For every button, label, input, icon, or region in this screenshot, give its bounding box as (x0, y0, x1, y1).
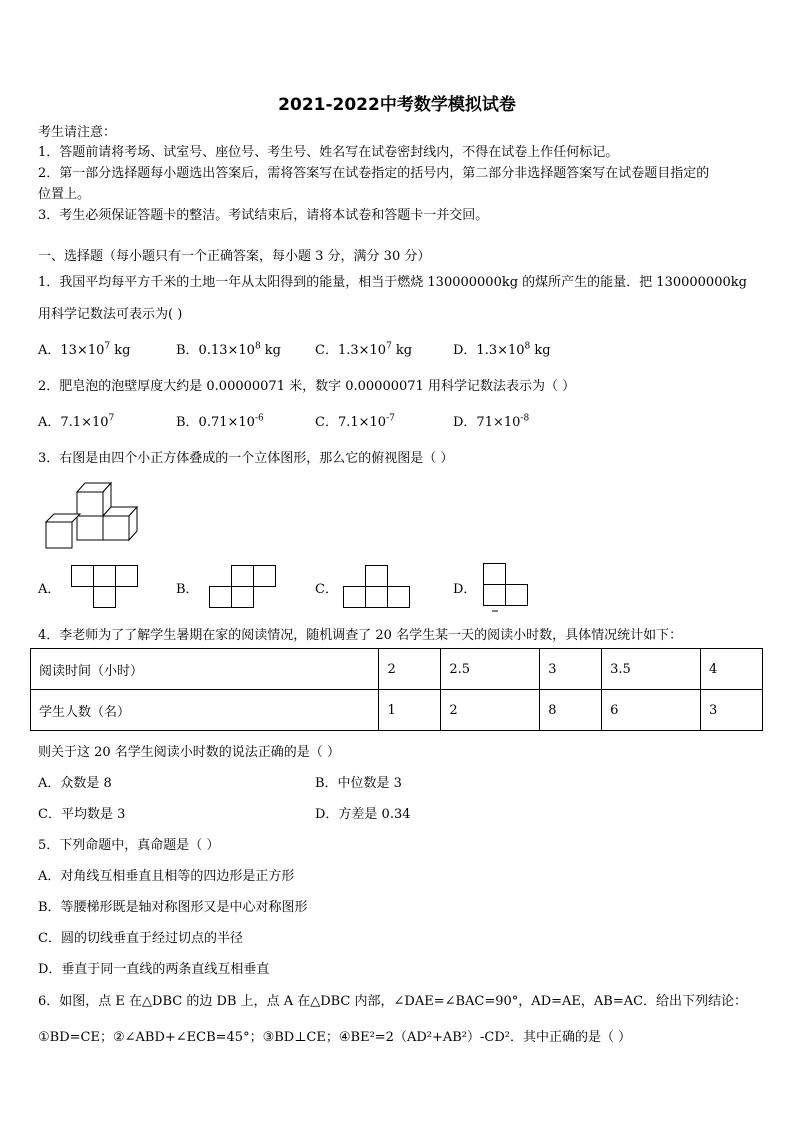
q1-option-d[interactable] (453, 339, 551, 358)
q6-statements: ①BD=CE；②∠ABD+∠ECB=45°；③BD⊥CE；④BE²=2（AD²+AB²）-CD²．其中正确的是（ ） (38, 1030, 632, 1045)
exponent: 8 (254, 341, 261, 352)
unit: kg (260, 343, 282, 358)
notice-item: 3．考生必须保证答题卡的整洁。考试结束后，请将本试卷和答题卡一并交回。 (38, 208, 489, 223)
exponent: -7 (386, 413, 395, 424)
option-text: A．13×10 (38, 343, 105, 358)
notice-item: 位置上。 (38, 187, 91, 202)
section-heading: 一、选择题（每小题只有一个正确答案，每小题 3 分，满分 30 分） (38, 249, 431, 264)
table-row (31, 690, 763, 731)
table-cell: 2.5 (441, 649, 540, 690)
notice-item: 2．第一部分选择题每小题选出答案后，需将答案写在试卷指定的括号内，第二部分非选择题答案写在试卷题目指定的 (38, 166, 710, 181)
q3-option-c-figure[interactable] (343, 565, 413, 610)
unit: kg (391, 343, 413, 358)
q3-option-d-label[interactable]: D． (453, 582, 477, 597)
table-cell: 2 (441, 690, 540, 731)
q4-option-d[interactable]: D．方差是 0.34 (315, 807, 411, 822)
exponent: -6 (254, 413, 264, 424)
q5-option-a[interactable]: A．对角线互相垂直且相等的四边形是正方形 (38, 869, 295, 884)
table-cell: 8 (540, 690, 602, 731)
option-text: D．1.3×10 (453, 343, 525, 358)
table-cell: 学生人数（名） (31, 690, 379, 731)
option-text: B．0.71×10 (176, 415, 255, 430)
q3-option-a-label[interactable]: A． (38, 582, 61, 597)
q4-option-c[interactable]: C．平均数是 3 (38, 807, 126, 822)
option-text: D．71×10 (453, 415, 521, 430)
q3-option-a-figure[interactable] (71, 565, 141, 610)
reading-table (30, 648, 763, 731)
option-text: B．0.13×10 (176, 343, 255, 358)
table-cell: 3 (701, 690, 763, 731)
table-cell: 1 (379, 690, 441, 731)
option-text: C．1.3×10 (315, 343, 387, 358)
table-cell: 3.5 (602, 649, 701, 690)
q2-stem: 2．肥皂泡的泡壁厚度大约是 0.00000071 米，数字 0.00000071 用科学记数法表示为（ ） (38, 379, 576, 394)
q1-option-a[interactable] (38, 339, 130, 358)
q3-option-b-figure[interactable] (209, 565, 279, 610)
table-cell: 3 (540, 649, 602, 690)
q5-option-d[interactable]: D．垂直于同一直线的两条直线互相垂直 (38, 962, 270, 977)
q5-option-c[interactable]: C．圆的切线垂直于经过切点的半径 (38, 931, 243, 946)
q4-question: 则关于这 20 名学生阅读小时数的说法正确的是（ ） (38, 745, 340, 760)
q1-option-b[interactable] (176, 339, 281, 358)
q3-option-b-label[interactable]: B． (176, 582, 199, 597)
q6-stem: 6．如图，点 E 在△DBC 的边 DB 上，点 A 在△DBC 内部，∠DAE=∠BAC=90°，AD=AE，AB=AC．给出下列结论： (38, 994, 748, 1009)
table-cell: 4 (701, 649, 763, 690)
exponent: 7 (108, 413, 115, 424)
q4-stem: 4．李老师为了了解学生暑期在家的阅读情况，随机调查了 20 名学生某一天的阅读小时数，具体情况统计如下： (38, 628, 683, 643)
unit: kg (110, 343, 131, 358)
table-cell: 6 (602, 690, 701, 731)
q4-option-b[interactable]: B．中位数是 3 (315, 776, 402, 791)
cube-stack-figure (40, 478, 140, 553)
notice-item: 1．答题前请将考场、试室号、座位号、考生号、姓名写在试卷密封线内，不得在试卷上作任何标记。 (38, 145, 619, 160)
exponent: -8 (520, 413, 530, 424)
unit: kg (530, 343, 551, 358)
q1-stem-2: 用科学记数法可表示为( ) (38, 307, 183, 322)
table-cell: 阅读时间（小时） (31, 649, 379, 690)
q1-stem: 1．我国平均每平方千米的土地一年从太阳得到的能量，相当于燃烧 130000000kg 的煤所产生的能量．把 130000000kg (38, 275, 747, 290)
exponent: 7 (386, 341, 392, 352)
q2-option-b[interactable] (176, 411, 264, 430)
notice-heading: 考生请注意： (38, 125, 117, 140)
exam-title: 2021-2022中考数学模拟试卷 (278, 95, 516, 115)
q2-option-a[interactable] (38, 411, 114, 430)
q2-option-d[interactable] (453, 411, 529, 430)
q5-stem: 5．下列命题中，真命题是（ ） (38, 838, 220, 853)
option-text: A．7.1×10 (38, 415, 109, 430)
table-row (31, 649, 763, 690)
q3-option-c-label[interactable]: C． (315, 582, 338, 597)
q2-option-c[interactable] (315, 411, 395, 430)
option-text: C．7.1×10 (315, 415, 387, 430)
q3-option-d-figure[interactable] (483, 563, 533, 615)
q5-option-b[interactable]: B．等腰梯形既是轴对称图形又是中心对称图形 (38, 900, 308, 915)
q4-option-a[interactable]: A．众数是 8 (38, 776, 112, 791)
exponent: 7 (104, 341, 111, 352)
q3-stem: 3．右图是由四个小正方体叠成的一个立体图形，那么它的俯视图是（ ） (38, 451, 454, 466)
table-cell: 2 (379, 649, 441, 690)
q1-option-c[interactable] (315, 339, 412, 358)
exponent: 8 (524, 341, 531, 352)
